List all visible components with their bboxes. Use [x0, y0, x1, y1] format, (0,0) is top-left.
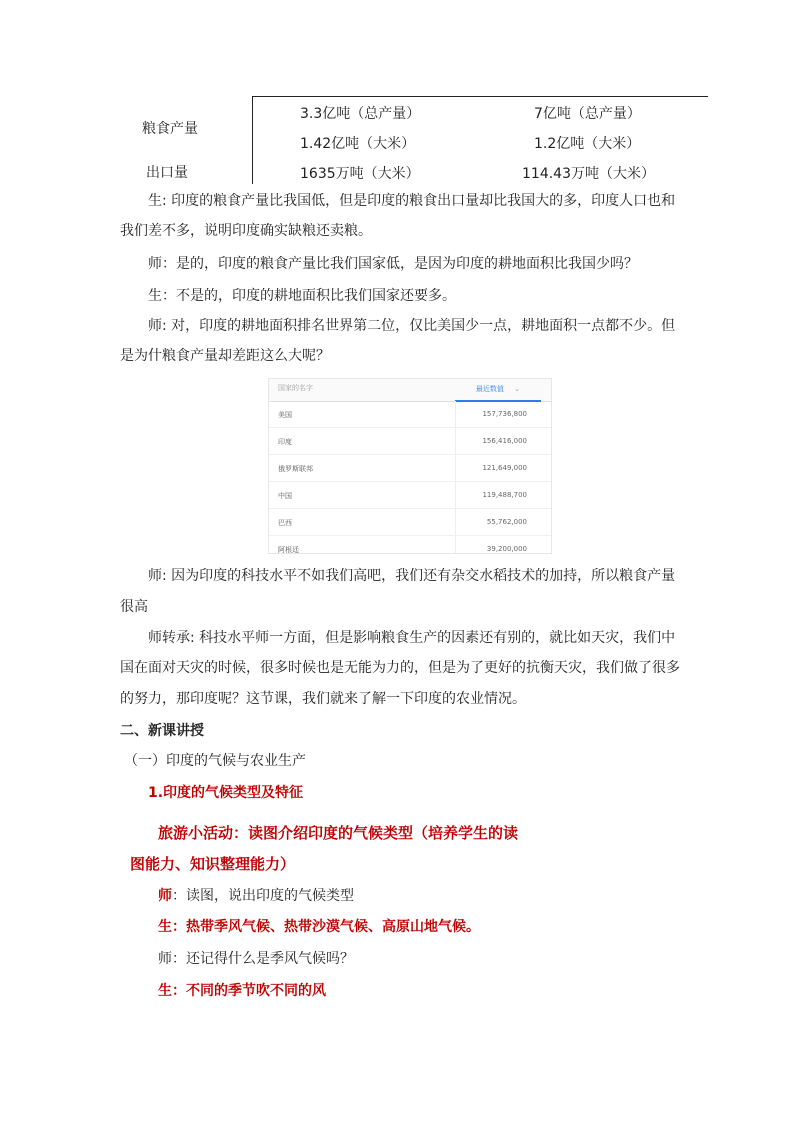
- paragraph-line: 师: 因为印度的科技水平不如我们高吧，我们还有杂交水稻技术的加持，所以粮食产量: [148, 568, 676, 584]
- table-cell: 1.42亿吨（大米）: [300, 136, 416, 152]
- teacher-question: 师：还记得什么是季风气候吗？: [158, 951, 354, 967]
- paragraph-line: 我们差不多，说明印度确实缺粮还卖粮。: [120, 223, 372, 239]
- country-name: 中国: [278, 492, 292, 500]
- teacher-question-text: ：读图，说出印度的气候类型: [172, 888, 354, 904]
- country-value: 156,416,000: [482, 437, 527, 445]
- country-name: 阿根廷: [278, 546, 299, 554]
- table-row: [269, 428, 551, 455]
- country-name: 俄罗斯联邦: [278, 465, 313, 473]
- header-country-name: 国家的名字: [278, 384, 313, 392]
- table-top-border: [252, 96, 708, 97]
- paragraph-line: 师: 对，印度的耕地面积排名世界第二位，仅比美国少一点，耕地面积一点都不少。但: [148, 318, 676, 334]
- paragraph-line: 的努力，那印度呢？这节课，我们就来了解一下印度的农业情况。: [120, 691, 526, 707]
- student-answer: 生：不同的季节吹不同的风: [158, 983, 326, 999]
- arable-land-ranking-image: [268, 378, 552, 554]
- paragraph-line: 生：不是的，印度的耕地面积比我们国家还要多。: [148, 288, 456, 304]
- country-value: 119,488,700: [482, 491, 527, 499]
- country-value: 39,200,000: [486, 545, 527, 553]
- student-answer: 生：热带季风气候、热带沙漠气候、高原山地气候。: [158, 919, 480, 935]
- paragraph-line: 师：是的，印度的粮食产量比我们国家低，是因为印度的耕地面积比我国少吗？: [148, 256, 638, 272]
- table-cell: 114.43万吨（大米）: [522, 166, 655, 182]
- table-row: [269, 536, 551, 554]
- header-latest-value-label: 最近数值: [475, 385, 504, 393]
- section-heading: 二、新课讲授: [120, 723, 204, 739]
- table-cell: 3.3亿吨（总产量）: [300, 106, 421, 122]
- table-row: [269, 455, 551, 482]
- table-cell: 7亿吨（总产量）: [534, 106, 641, 122]
- country-name: 印度: [278, 438, 292, 446]
- paragraph-line: 国在面对天灾的时候，很多时候也是无能为力的，但是为了更好的抗衡天灾，我们做了很多: [120, 660, 680, 676]
- paragraph-line: 生: 印度的粮食产量比我国低，但是印度的粮食出口量却比我国大的多，印度人口也和: [148, 193, 676, 209]
- table-cell: 1.2亿吨（大米）: [534, 136, 641, 152]
- table-row: [269, 401, 551, 428]
- paragraph-line: 是为什粮食产量却差距这么大呢？: [120, 348, 330, 364]
- topic-heading: 1.印度的气候类型及特征: [148, 785, 304, 801]
- header-latest-value-tab: [455, 379, 541, 402]
- paragraph-line: 很高: [120, 599, 148, 615]
- country-value: 157,736,800: [482, 410, 527, 418]
- row-label-export: 出口量: [146, 165, 188, 181]
- activity-title-line: 旅游小活动：读图介绍印度的气候类型（培养学生的读: [158, 824, 519, 842]
- country-value: 121,649,000: [482, 464, 527, 472]
- table-cell: 1635万吨（大米）: [300, 166, 420, 182]
- ranking-header: [269, 379, 551, 402]
- country-value: 55,762,000: [486, 518, 527, 526]
- country-name: 巴西: [278, 519, 292, 527]
- country-name: 美国: [278, 411, 292, 419]
- row-label-grain-output: 粮食产量: [142, 121, 198, 137]
- subsection-heading: （一）印度的气候与农业生产: [124, 753, 306, 769]
- activity-title-line: 图能力、知识整理能力）: [130, 855, 296, 873]
- paragraph-line: 师转承: 科技水平师一方面，但是影响粮食生产的因素还有别的，就比如天灾，我们中: [148, 630, 676, 646]
- teacher-question: [158, 883, 718, 910]
- table-row: [269, 482, 551, 509]
- teacher-label: 师: [158, 888, 172, 904]
- table-row: [269, 509, 551, 536]
- table-vertical-border: [252, 96, 253, 184]
- chevron-down-icon: ⌄: [514, 385, 521, 393]
